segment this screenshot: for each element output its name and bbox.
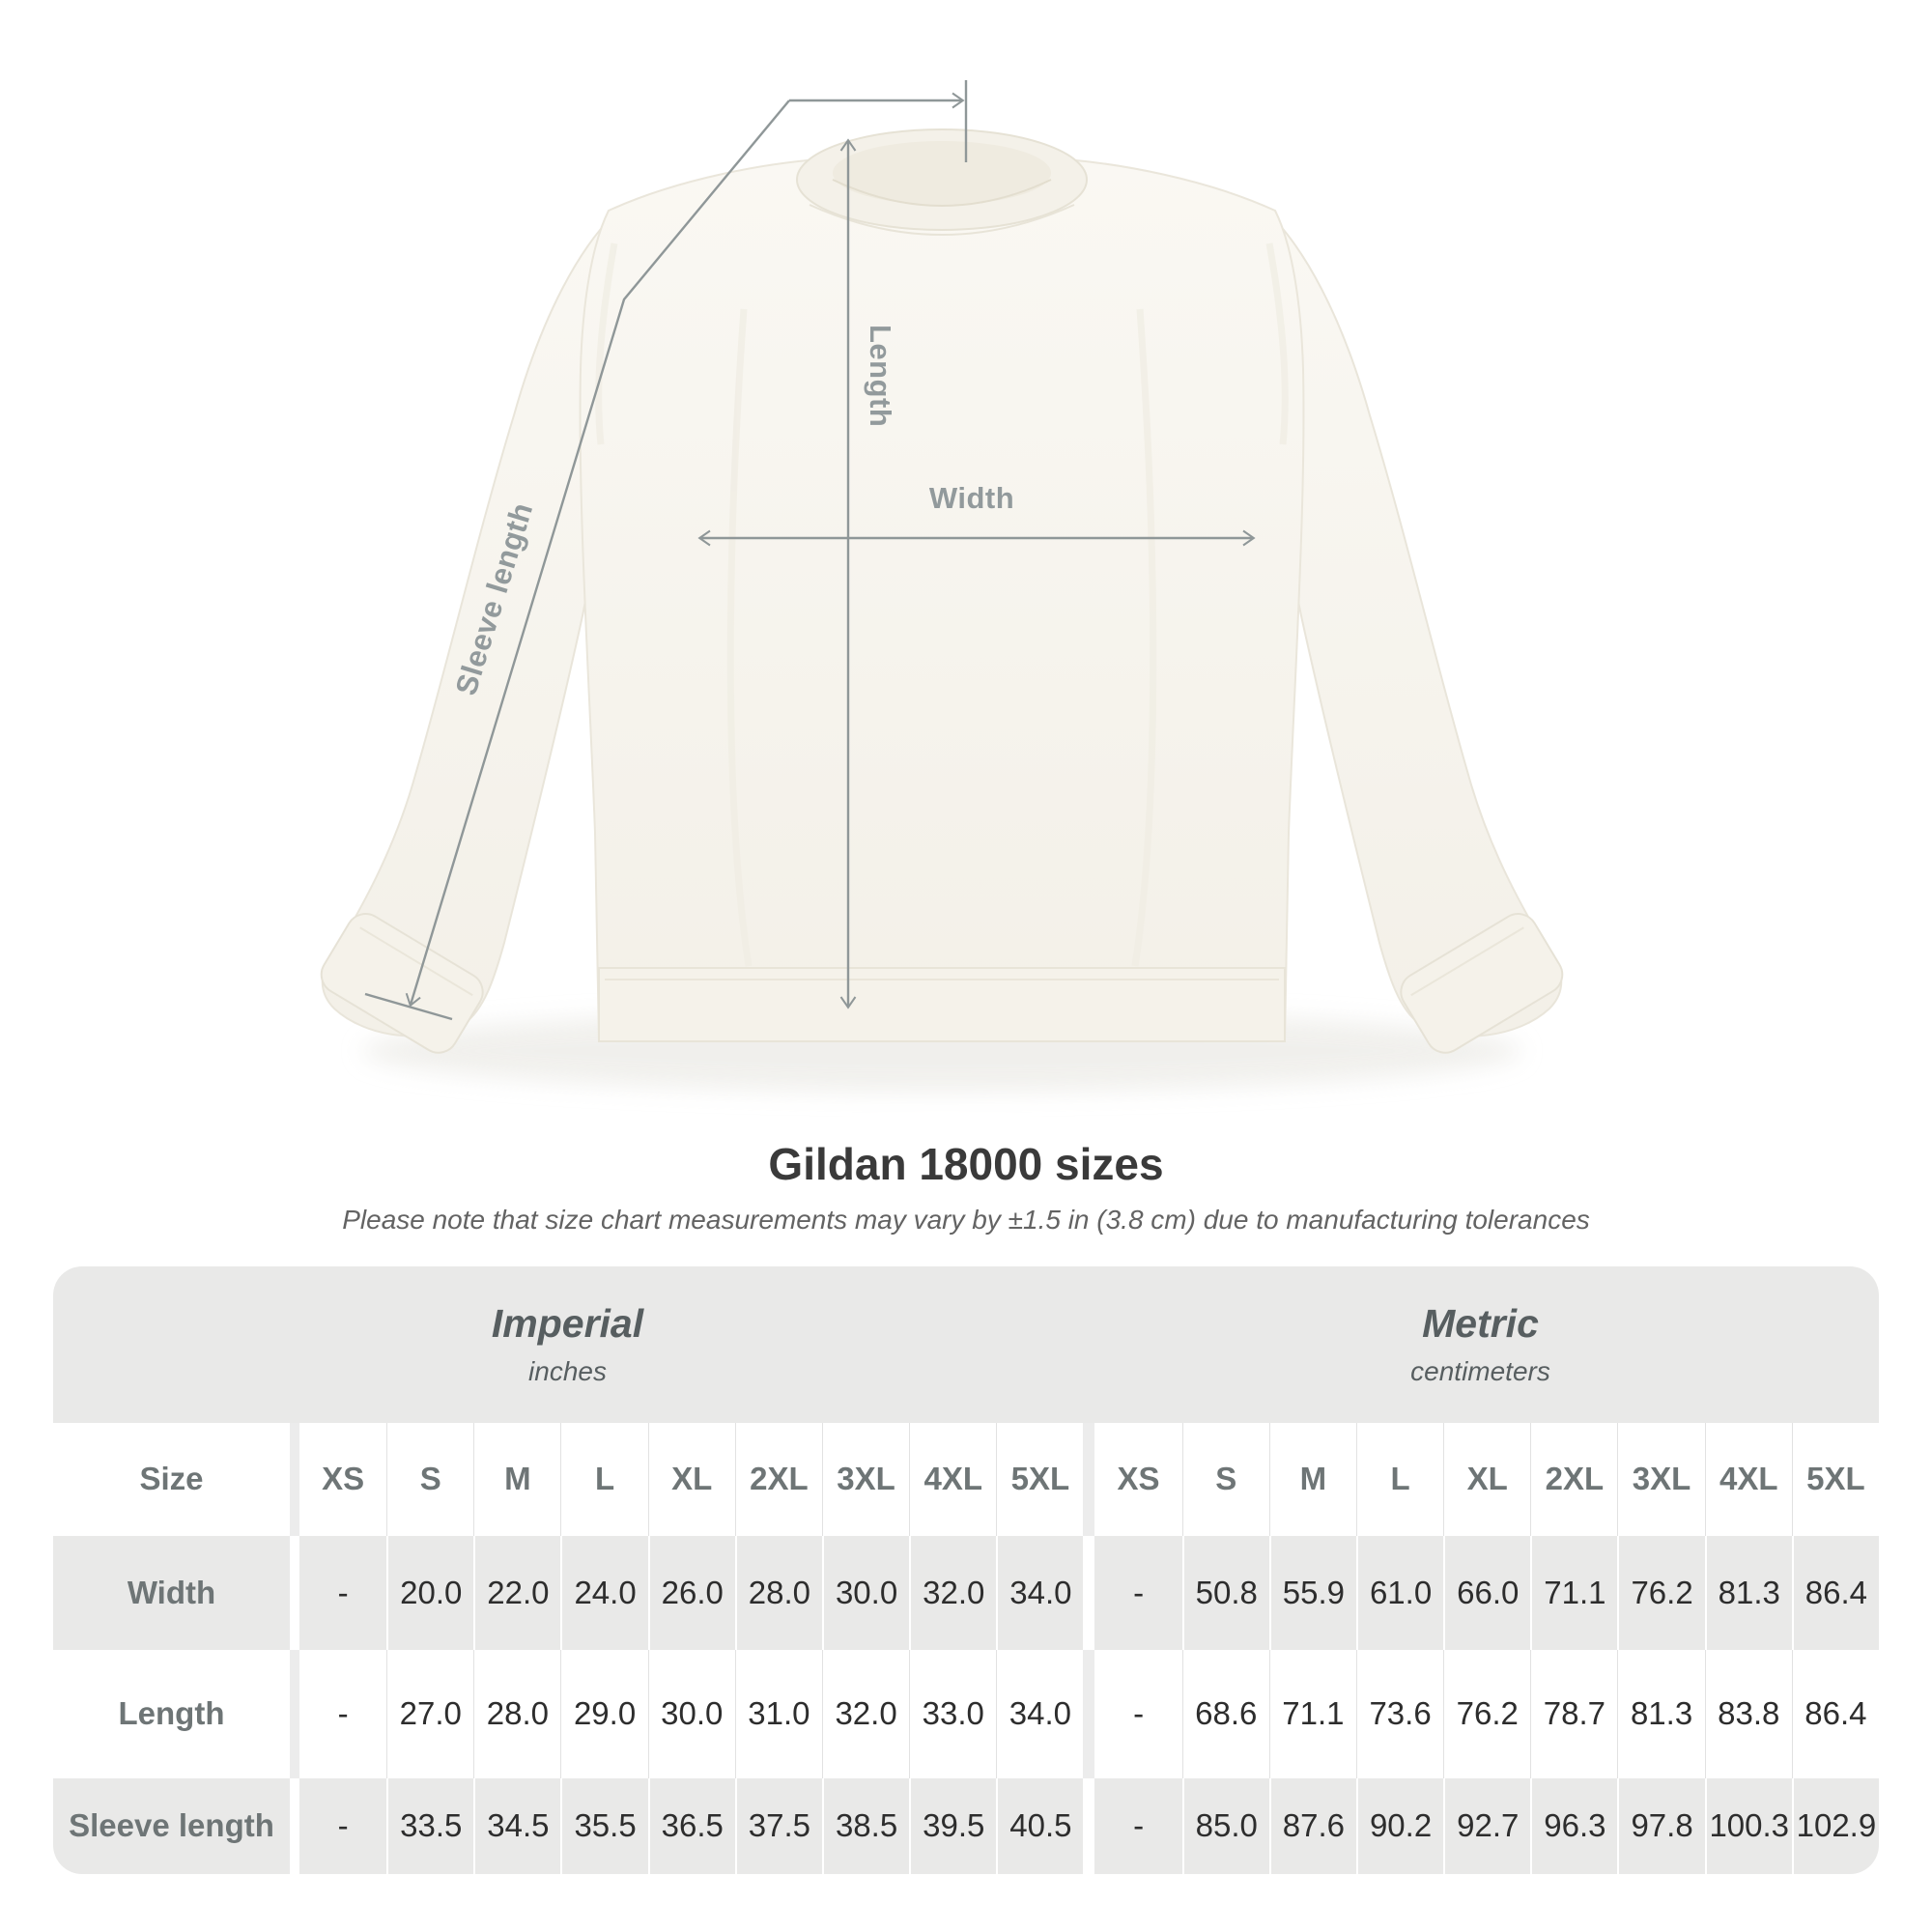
table-row-width — [53, 1536, 1879, 1650]
tolerance-note: Please note that size chart measurements may vary by ±1.5 in (3.8 cm) due to manufacturing tolerances — [342, 1204, 1590, 1235]
section-gap — [1083, 1536, 1094, 1650]
value-cell: 76.2 — [1443, 1650, 1530, 1778]
right-sleeve-shape — [1260, 205, 1570, 1060]
size-cell: L — [1356, 1423, 1443, 1536]
value-cell: 37.5 — [735, 1778, 822, 1874]
value-cell: 97.8 — [1617, 1778, 1704, 1874]
value-cell: 86.4 — [1792, 1650, 1879, 1778]
size-cell: 5XL — [1792, 1423, 1879, 1536]
size-cell: 3XL — [822, 1423, 909, 1536]
value-cell: 34.0 — [996, 1650, 1083, 1778]
column-gap — [290, 1650, 299, 1778]
column-gap — [290, 1536, 299, 1650]
value-cell: 61.0 — [1356, 1536, 1443, 1650]
imperial-section-unit: inches — [528, 1356, 607, 1387]
value-cell: 55.9 — [1269, 1536, 1356, 1650]
value-cell: - — [337, 1695, 349, 1732]
size-cell: XS — [1117, 1461, 1160, 1497]
value-cell: 20.0 — [386, 1536, 473, 1650]
value-cell: 27.0 — [386, 1650, 473, 1778]
size-cell: S — [1182, 1423, 1269, 1536]
value-cell: 90.2 — [1356, 1778, 1443, 1874]
size-column-header: Size — [139, 1461, 204, 1497]
column-gap — [290, 1778, 299, 1874]
size-cell: M — [1269, 1423, 1356, 1536]
value-cell: 86.4 — [1792, 1536, 1879, 1650]
value-cell: 100.3 — [1705, 1778, 1792, 1874]
hem-band-shape — [599, 968, 1285, 1041]
value-cell: 35.5 — [560, 1778, 647, 1874]
value-cell: 28.0 — [735, 1536, 822, 1650]
unit-header-band — [53, 1266, 1879, 1423]
value-cell: 29.0 — [560, 1650, 647, 1778]
value-cell: 38.5 — [822, 1778, 909, 1874]
value-cell: 28.0 — [473, 1650, 560, 1778]
value-cell: 50.8 — [1182, 1536, 1269, 1650]
width-dimension-label: Width — [928, 481, 1015, 515]
row-label: Width — [127, 1574, 216, 1610]
table-row-length — [53, 1650, 1879, 1778]
value-cell: 39.5 — [909, 1778, 996, 1874]
size-cell: 2XL — [735, 1423, 822, 1536]
value-cell: 83.8 — [1705, 1650, 1792, 1778]
metric-section-unit: centimeters — [1410, 1356, 1550, 1387]
value-cell: - — [337, 1807, 349, 1844]
value-cell: 26.0 — [648, 1536, 735, 1650]
value-cell: 78.7 — [1530, 1650, 1617, 1778]
size-cell: XS — [322, 1461, 365, 1497]
section-gap — [1083, 1650, 1094, 1778]
value-cell: 34.0 — [996, 1536, 1083, 1650]
value-cell: 34.5 — [473, 1778, 560, 1874]
column-gap — [290, 1423, 299, 1536]
size-cell: S — [386, 1423, 473, 1536]
value-cell: 71.1 — [1269, 1650, 1356, 1778]
value-cell: 31.0 — [735, 1650, 822, 1778]
size-cell: 4XL — [1705, 1423, 1792, 1536]
size-cell: 4XL — [909, 1423, 996, 1536]
value-cell: - — [1133, 1574, 1145, 1610]
value-cell: 33.5 — [386, 1778, 473, 1874]
size-cell: XL — [1443, 1423, 1530, 1536]
size-cell: 5XL — [996, 1423, 1083, 1536]
table-row-sizes — [53, 1423, 1879, 1536]
row-label: Sleeve length — [69, 1807, 274, 1844]
metric-section-title: Metric — [1422, 1301, 1539, 1347]
row-label: Length — [118, 1695, 225, 1732]
value-cell: - — [1133, 1807, 1145, 1844]
value-cell: - — [1133, 1695, 1145, 1732]
sweatshirt-body-shape — [581, 158, 1304, 1041]
value-cell: 76.2 — [1617, 1536, 1704, 1650]
size-chart-table — [53, 1266, 1879, 1874]
page-title: Gildan 18000 sizes — [768, 1139, 1164, 1189]
value-cell: 30.0 — [648, 1650, 735, 1778]
value-cell: 81.3 — [1617, 1650, 1704, 1778]
length-dimension-label: Length — [864, 325, 897, 428]
value-cell: 85.0 — [1182, 1778, 1269, 1874]
size-cell: 2XL — [1530, 1423, 1617, 1536]
value-cell: 40.5 — [996, 1778, 1083, 1874]
table-row-sleeve-length — [53, 1778, 1879, 1874]
size-cell: 3XL — [1617, 1423, 1704, 1536]
value-cell: 32.0 — [822, 1650, 909, 1778]
imperial-section-header — [53, 1266, 1082, 1423]
metric-section-header — [1082, 1266, 1879, 1423]
value-cell: 96.3 — [1530, 1778, 1617, 1874]
value-cell: 92.7 — [1443, 1778, 1530, 1874]
value-cell: 71.1 — [1530, 1536, 1617, 1650]
sleeve-length-dimension-label: Sleeve length — [448, 498, 540, 699]
size-cell: M — [473, 1423, 560, 1536]
value-cell: 24.0 — [560, 1536, 647, 1650]
imperial-section-title: Imperial — [491, 1301, 644, 1347]
value-cell: 87.6 — [1269, 1778, 1356, 1874]
value-cell: 81.3 — [1705, 1536, 1792, 1650]
value-cell: - — [337, 1574, 349, 1610]
section-gap — [1083, 1423, 1094, 1536]
value-cell: 73.6 — [1356, 1650, 1443, 1778]
section-gap — [1083, 1778, 1094, 1874]
value-cell: 68.6 — [1182, 1650, 1269, 1778]
value-cell: 22.0 — [473, 1536, 560, 1650]
value-cell: 66.0 — [1443, 1536, 1530, 1650]
value-cell: 102.9 — [1792, 1778, 1879, 1874]
value-cell: 33.0 — [909, 1650, 996, 1778]
value-cell: 32.0 — [909, 1536, 996, 1650]
value-cell: 30.0 — [822, 1536, 909, 1650]
size-cell: XL — [648, 1423, 735, 1536]
value-cell: 36.5 — [648, 1778, 735, 1874]
size-cell: L — [560, 1423, 647, 1536]
